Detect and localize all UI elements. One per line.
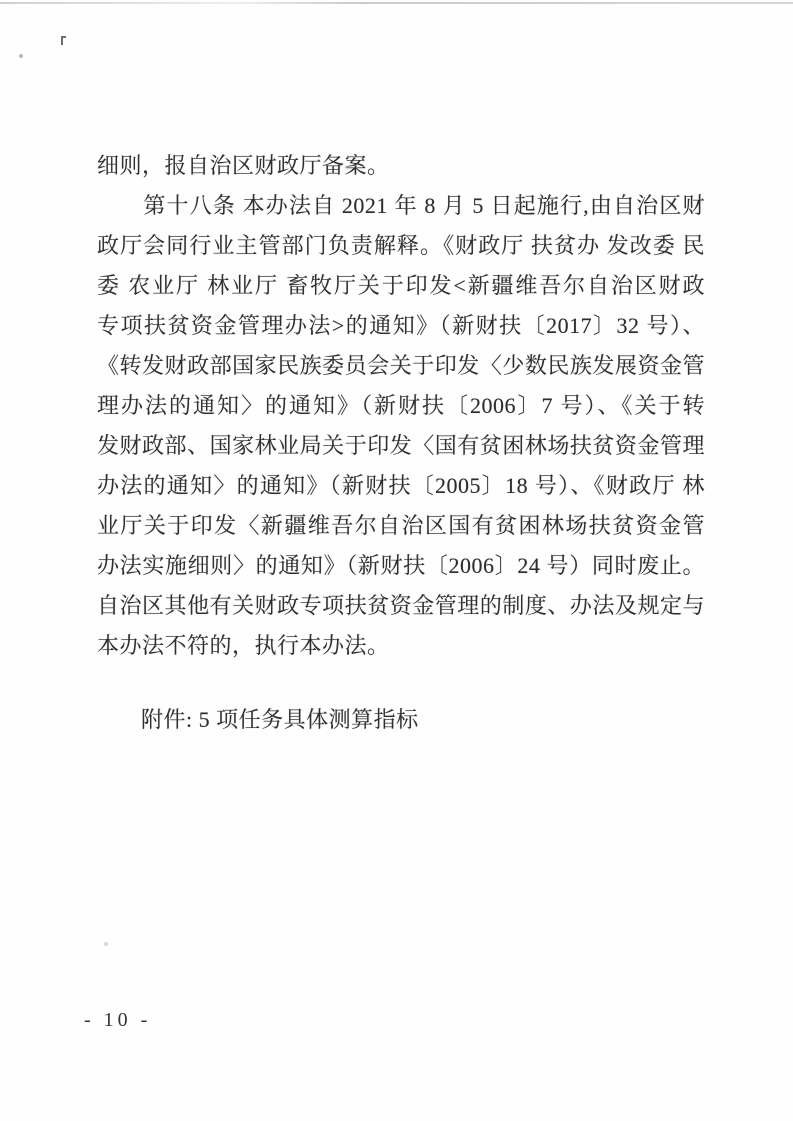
page-number: - 10 - — [84, 1009, 152, 1031]
body-text-line: 专项扶贫资金管理办法>的通知》（新财扶〔2017〕32 号）、 — [97, 313, 705, 338]
body-text-line: 委 农业厅 林业厅 畜牧厅关于印发<新疆维吾尔自治区财政 — [97, 273, 705, 298]
scan-speck-artifact — [19, 54, 23, 58]
body-text-line: 本办法不符的，执行本办法。 — [97, 633, 390, 658]
body-text-line: 政厅会同行业主管部门负责解释。《财政厅 扶贫办 发改委 民 — [97, 233, 705, 258]
body-text-line: 理办法的通知〉的通知》（新财扶〔2006〕7 号）、《关于转 — [97, 393, 705, 418]
body-text-line: 细则，报自治区财政厅备案。 — [97, 153, 390, 178]
body-text-line: 业厅关于印发〈新疆维吾尔自治区国有贫困林场扶贫资金管 — [97, 513, 705, 538]
body-text-line: 发财政部、国家林业局关于印发〈国有贫困林场扶贫资金管理 — [97, 433, 705, 458]
body-text-line: 《转发财政部国家民族委员会关于印发〈少数民族发展资金管 — [97, 353, 705, 378]
body-text-line: 第十八条 本办法自 2021 年 8 月 5 日起施行,由自治区财 — [97, 193, 705, 218]
body-text-line: 办法实施细则〉的通知》（新财扶〔2006〕24 号）同时废止。 — [97, 553, 705, 578]
scan-speck-artifact — [104, 942, 108, 946]
body-text-line: 自治区其他有关财政专项扶贫资金管理的制度、办法及规定与 — [97, 593, 705, 618]
body-text-line: 办法的通知〉的通知》（新财扶〔2005〕18 号）、《财政厅 林 — [97, 473, 705, 498]
scan-edge-artifact — [0, 2, 793, 4]
attachment-note: 附件: 5 项任务具体测算指标 — [141, 707, 419, 732]
document-body — [97, 146, 705, 666]
scan-speck-artifact — [61, 36, 66, 45]
